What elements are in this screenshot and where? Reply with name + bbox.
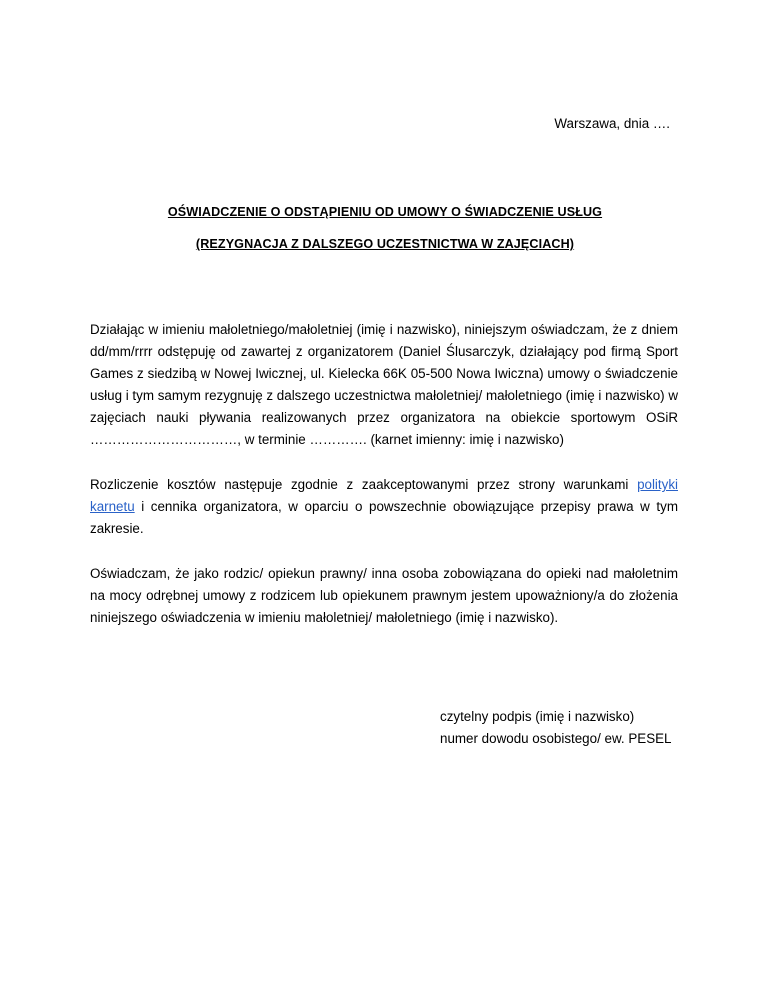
settlement-paragraph — [90, 474, 678, 540]
document-subtitle: (REZYGNACJA Z DALSZEGO UCZESTNICTWA W ZAJĘCIACH) — [195, 237, 575, 251]
signature-label: czytelny podpis (imię i nazwisko) — [440, 709, 635, 724]
document-title: OŚWIADCZENIE O ODSTĄPIENIU OD UMOWY O ŚWIADCZENIE USŁUG — [167, 205, 603, 219]
signature-block — [440, 706, 672, 750]
pass-policy-link[interactable]: polityki karnetu — [90, 477, 678, 514]
declaration-paragraph: Działając w imieniu małoletniego/małoletniej (imię i nazwisko), niniejszym oświadczam, że z dniem dd/mm/rrrr odstępuję od zawartej z organizatorem (Daniel Ślusarczyk, działający pod firmą Sport Games z siedzibą w Nowej Iwicznej, ul. Kielecka 66K 05-500 Nowa Iwiczna) umowy o świadczenie usług i tym samym rezygnuję z dalszego uczestnictwa małoletniej/ małoletniego (imię i nazwisko) w zajęciach nauki pływania realizowanych przez organizatora na obiekcie sportowym OSiR ……………………………, w terminie …………. (karnet imienny: imię i nazwisko) — [90, 322, 678, 447]
settlement-text-after: i cennika organizatora, w oparciu o powszechnie obowiązujące przepisy prawa w tym zakresie. — [90, 499, 678, 536]
guardian-statement-paragraph: Oświadczam, że jako rodzic/ opiekun prawny/ inna osoba zobowiązana do opieki nad małoletnim na mocy odrębnej umowy z rodzicem lub opiekunem prawnym jestem upoważniony/a do złożenia niniejszego oświadczenia w imieniu małoletniej/ małoletniego (imię i nazwisko). — [90, 566, 678, 625]
settlement-text-before: Rozliczenie kosztów następuje zgodnie z zaakceptowanymi przez strony warunkami — [90, 477, 638, 492]
date-line: Warszawa, dnia …. — [554, 116, 670, 131]
id-number-label: numer dowodu osobistego/ ew. PESEL — [440, 731, 672, 746]
